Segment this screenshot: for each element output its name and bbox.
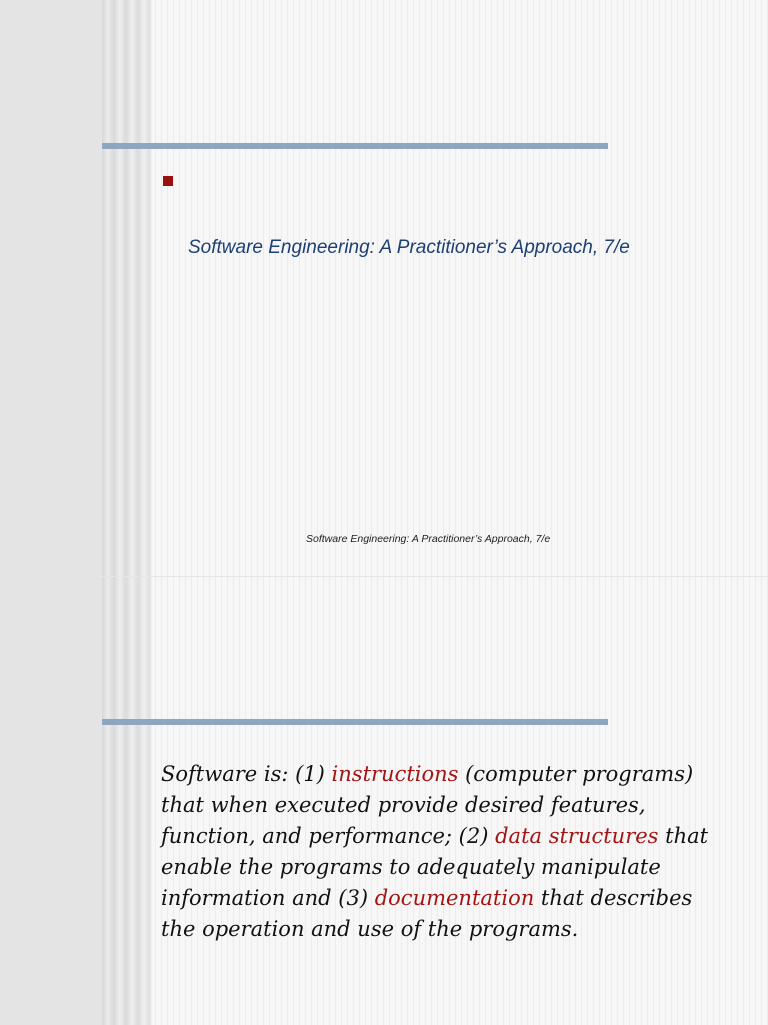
definition-text: that enable the programs to adequately manipulate information and (3) <box>161 824 709 910</box>
term-documentation: documentation <box>374 886 535 910</box>
slide-title: Software Engineering: A Practitioner’s Approach, 7/e <box>188 237 630 258</box>
definition-text: (computer programs) that when executed provide desired features, function, and performance; (2) <box>161 762 694 848</box>
top-divider-rule <box>102 143 608 149</box>
slide-footer: Software Engineering: A Practitioner’s Approach, 7/e <box>306 533 551 545</box>
term-instructions: instructions <box>331 762 459 786</box>
definition-text: Software is: (1) <box>161 762 332 786</box>
definition-text: that describes the operation and use of the programs. <box>161 886 693 941</box>
top-divider-rule <box>102 719 608 725</box>
term-data-structures: data structures <box>495 824 659 848</box>
slide-2 <box>0 576 768 1025</box>
software-definition <box>161 759 721 945</box>
square-bullet-icon <box>163 176 173 186</box>
